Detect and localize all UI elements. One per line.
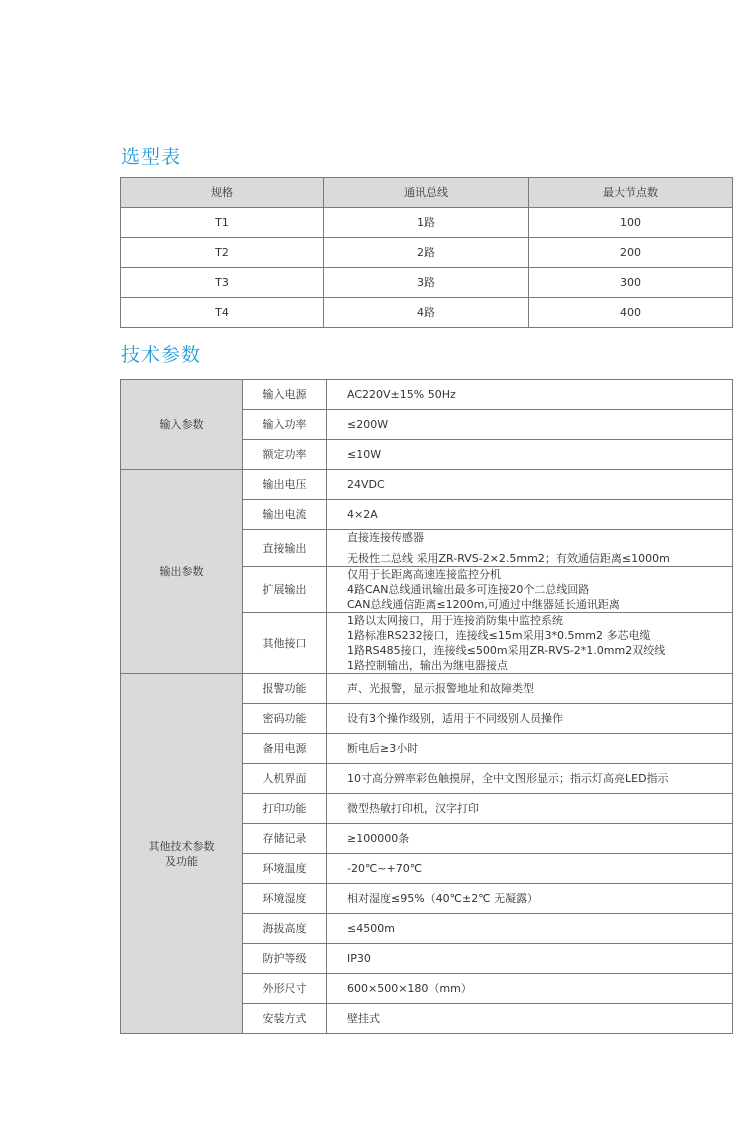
table-cell: 300 — [529, 268, 733, 298]
param-value: -20℃~+70℃ — [327, 854, 733, 884]
param-label: 外形尺寸 — [243, 974, 327, 1004]
param-value: 断电后≥3小时 — [327, 734, 733, 764]
param-value: 壁挂式 — [327, 1004, 733, 1034]
column-header-spec: 规格 — [121, 178, 324, 208]
selection-table-title: 选型表 — [121, 146, 182, 168]
table-cell: 3路 — [324, 268, 529, 298]
group-label-other — [121, 674, 243, 1034]
param-label: 打印功能 — [243, 794, 327, 824]
table-cell: 2路 — [324, 238, 529, 268]
param-label: 输出电压 — [243, 470, 327, 500]
param-value — [327, 613, 733, 674]
value-line: 直接连接传感器 — [347, 531, 424, 544]
param-label: 安装方式 — [243, 1004, 327, 1034]
param-value — [327, 567, 733, 613]
param-label: 人机界面 — [243, 764, 327, 794]
table-cell: 400 — [529, 298, 733, 328]
param-value: ≥100000条 — [327, 824, 733, 854]
table-row — [121, 208, 733, 238]
selection-table — [120, 177, 733, 328]
value-line: 无极性二总线 采用ZR-RVS-2×2.5mm2；有效通信距离≤1000m — [347, 552, 670, 565]
value-line: 4路CAN总线通讯输出最多可连接20个二总线回路 — [347, 583, 590, 596]
column-header-max-nodes: 最大节点数 — [529, 178, 733, 208]
param-value: 10寸高分辨率彩色触摸屏，全中文图形显示；指示灯高亮LED指示 — [327, 764, 733, 794]
param-value: ≤4500m — [327, 914, 733, 944]
value-line: 1路RS485接口，连接线≤500m采用ZR-RVS-2*1.0mm2双绞线 — [347, 644, 666, 657]
column-header-bus: 通讯总线 — [324, 178, 529, 208]
param-label: 环境湿度 — [243, 884, 327, 914]
param-value: ≤200W — [327, 410, 733, 440]
table-cell: T1 — [121, 208, 324, 238]
table-row — [121, 380, 733, 410]
group-label-line: 及功能 — [165, 854, 198, 868]
value-line: 仅用于长距离高速连接监控分机 — [347, 568, 501, 581]
table-row — [121, 268, 733, 298]
table-header-row — [121, 178, 733, 208]
param-label: 报警功能 — [243, 674, 327, 704]
param-label: 海拔高度 — [243, 914, 327, 944]
value-line: CAN总线通信距离≤1200m,可通过中继器延长通讯距离 — [347, 598, 620, 611]
table-row — [121, 298, 733, 328]
param-label: 扩展输出 — [243, 567, 327, 613]
param-value: 4×2A — [327, 500, 733, 530]
group-label-output: 输出参数 — [121, 470, 243, 674]
param-label: 输出电流 — [243, 500, 327, 530]
table-row — [121, 674, 733, 704]
param-label: 存储记录 — [243, 824, 327, 854]
param-label: 额定功率 — [243, 440, 327, 470]
param-value: ≤10W — [327, 440, 733, 470]
param-value — [327, 530, 733, 567]
param-label: 其他接口 — [243, 613, 327, 674]
group-label-line: 其他技术参数 — [148, 839, 215, 853]
table-cell: T2 — [121, 238, 324, 268]
param-label: 备用电源 — [243, 734, 327, 764]
param-value: 相对湿度≤95%（40℃±2℃ 无凝露） — [327, 884, 733, 914]
param-value: AC220V±15% 50Hz — [327, 380, 733, 410]
param-value: 设有3个操作级别，适用于不同级别人员操作 — [327, 704, 733, 734]
table-row — [121, 470, 733, 500]
param-label: 直接输出 — [243, 530, 327, 567]
param-label: 防护等级 — [243, 944, 327, 974]
param-label: 环境温度 — [243, 854, 327, 884]
param-value: IP30 — [327, 944, 733, 974]
spec-table — [120, 379, 733, 1034]
value-line: 1路标准RS232接口，连接线≤15m采用3*0.5mm2 多芯电缆 — [347, 629, 651, 642]
param-label: 密码功能 — [243, 704, 327, 734]
param-label: 输入电源 — [243, 380, 327, 410]
param-value: 声、光报警，显示报警地址和故障类型 — [327, 674, 733, 704]
table-cell: 100 — [529, 208, 733, 238]
table-cell: 200 — [529, 238, 733, 268]
table-cell: 1路 — [324, 208, 529, 238]
param-value: 24VDC — [327, 470, 733, 500]
param-value: 微型热敏打印机，汉字打印 — [327, 794, 733, 824]
table-cell: T3 — [121, 268, 324, 298]
table-row — [121, 238, 733, 268]
group-label-input: 输入参数 — [121, 380, 243, 470]
value-line: 1路控制输出，输出为继电器接点 — [347, 659, 508, 672]
value-line: 1路以太网接口，用于连接消防集中监控系统 — [347, 614, 563, 627]
table-cell: 4路 — [324, 298, 529, 328]
param-label: 输入功率 — [243, 410, 327, 440]
param-value: 600×500×180（mm） — [327, 974, 733, 1004]
table-cell: T4 — [121, 298, 324, 328]
spec-table-title: 技术参数 — [121, 344, 202, 366]
